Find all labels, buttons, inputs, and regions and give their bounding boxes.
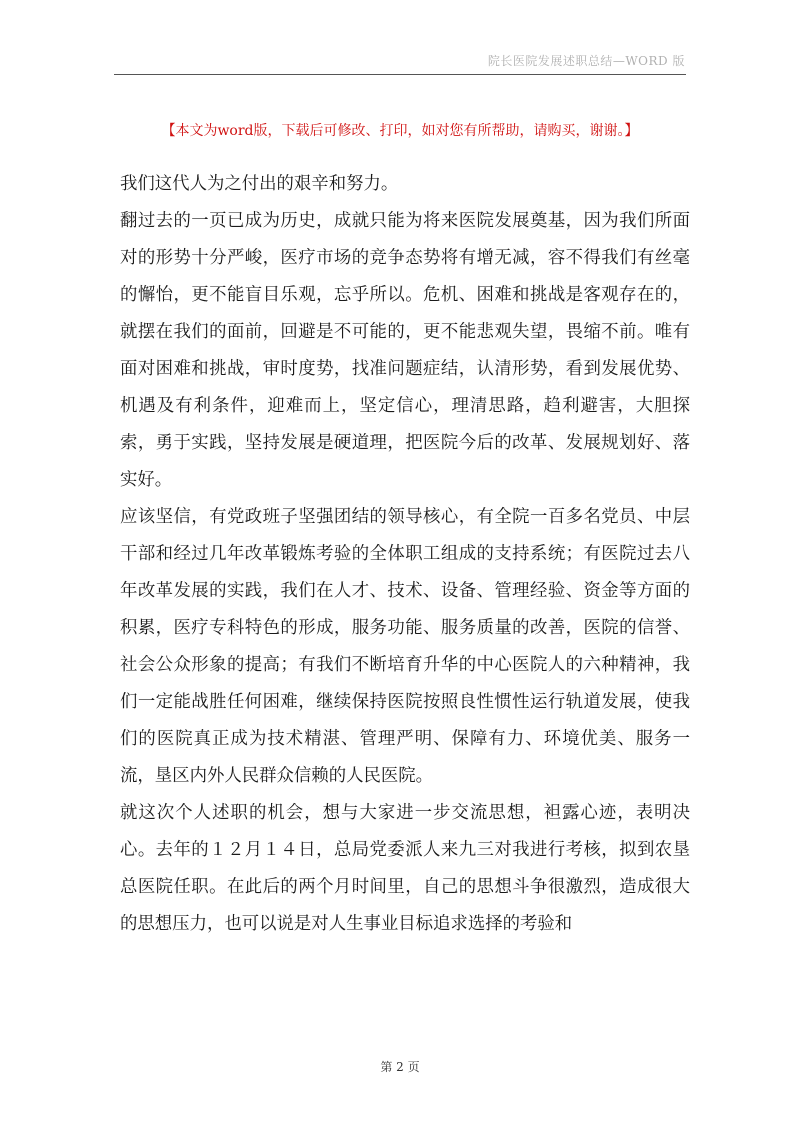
purchase-notice: 【本文为word版，下载后可修改、打印，如对您有所帮助，请购买，谢谢。】	[161, 123, 639, 139]
paragraph-personal-statement: 就这次个人述职的机会，想与大家进一步交流思想，袒露心迹，表明决心。去年的１２月１４日，总局党委派人来九三对我进行考核，拟到农垦总医院任职。在此后的两个月时间里，自己的思想斗争很激烈，造成很大的思想压力，也可以说是对人生事业目标追求选择的考验和	[120, 803, 690, 934]
paragraph-confidence: 应该坚信，有党政班子坚强团结的领导核心，有全院一百多名党员、中层干部和经过几年改革锻炼考验的全体职工组成的支持系统；有医院过去八年改革发展的实践，我们在人才、技术、设备、管理经验、资金等方面的积累，医疗专科特色的形成，服务功能、服务质量的改善，医院的信誉、社会公众形象的提高；有我们不断培育升华的中心医院人的六种精神，我们一定能战胜任何困难，继续保持医院按照良性惯性运行轨道发展，使我们的医院真正成为技术精湛、管理严明、保障有力、环境优美、服务一流，垦区内外人民群众信赖的人民医院。	[120, 507, 690, 786]
page-number: 第 2 页	[380, 1060, 420, 1074]
paragraph-history: 翻过去的一页已成为历史，成就只能为将来医院发展奠基，因为我们所面对的形势十分严峻，医疗市场的竞争态势将有增无减，容不得我们有丝毫的懈怡，更不能盲目乐观，忘乎所以。危机、困难和挑战是客观存在的，就摆在我们的面前，回避是不可能的，更不能悲观失望，畏缩不前。唯有面对困难和挑战，审时度势，找准问题症结，认清形势，看到发展优势、机遇及有利条件，迎难而上，坚定信心，理清思路，趋利避害，大胆探索，勇于实践，坚持发展是硬道理，把医院今后的改革、发展规划好、落实好。	[120, 211, 690, 490]
header-divider	[114, 74, 686, 75]
document-body	[120, 166, 690, 943]
header-title: 院长医院发展述职总结—WORD 版	[487, 54, 685, 68]
paragraph-continuation: 我们这代人为之付出的艰辛和努力。	[120, 174, 399, 194]
